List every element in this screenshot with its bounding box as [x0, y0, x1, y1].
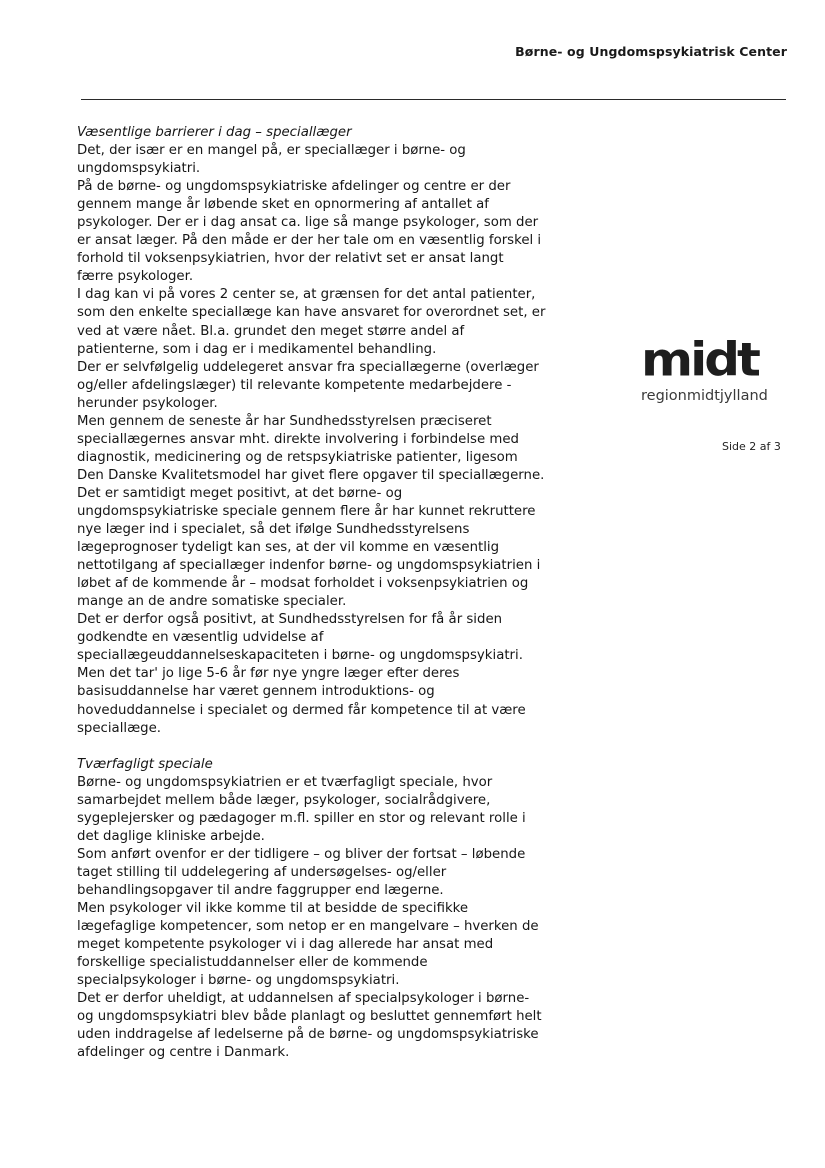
body-text-line: godkendte en væsentlig udvidelse af: [77, 630, 324, 646]
body-text-line: specialpsykologer i børne- og ungdomspsykiatri.: [77, 973, 400, 989]
body-text-line: diagnostik, medicinering og de retspsykiatriske patienter, ligesom: [77, 449, 518, 465]
section-spacer: [77, 738, 577, 756]
body-text-line: forskellige specialistuddannelser eller de kommende: [77, 955, 428, 971]
body-text-line: forhold til voksenpsykiatrien, hvor der relativt set er ansat langt: [77, 251, 504, 267]
section-heading: Væsentlige barrierer i dag – speciallæger: [77, 125, 352, 140]
region-logo: [641, 333, 786, 404]
body-text-line: sygeplejersker og pædagoger m.fl. spiller en stor og relevant rolle i: [77, 810, 526, 826]
body-text-line: Det er derfor også positivt, at Sundhedsstyrelsen for få år siden: [77, 612, 503, 628]
body-text-line: lægeprognoser tydeligt kan ses, at der vil komme en væsentlig: [77, 540, 500, 556]
body-text-line: gennem mange år løbende sket en opnormering af antallet af: [77, 197, 489, 213]
body-text-line: som den enkelte speciallæge kan have ansvaret for overordnet set, er: [77, 305, 546, 321]
body-text-line: nettotilgang af speciallæger indenfor børne- og ungdomspsykiatrien i: [77, 558, 541, 574]
body-text-line: Der er selvfølgelig uddelegeret ansvar fra speciallægerne (overlæger: [77, 359, 539, 375]
logo-wordmark: midt: [641, 333, 758, 387]
body-text-line: psykologer. Der er i dag ansat ca. lige så mange psykologer, som der: [77, 215, 539, 231]
body-text-line: speciallægernes ansvar mht. direkte involvering i forbindelse med: [77, 431, 519, 447]
body-text-line: speciallæge.: [77, 720, 161, 736]
body-text-line: speciallægeuddannelseskapaciteten i børne- og ungdomspsykiatri.: [77, 648, 523, 664]
body-text-line: patienterne, som i dag er i medikamentel behandling.: [77, 341, 437, 357]
body-text-line: Det er samtidigt meget positivt, at det børne- og: [77, 485, 403, 501]
body-text-line: meget kompetente psykologer vi i dag allerede har ansat med: [77, 937, 494, 953]
page-number: Side 2 af 3: [722, 440, 781, 453]
body-text-line: Men det tar' jo lige 5-6 år før nye yngre læger efter deres: [77, 666, 460, 682]
document-body: [77, 124, 577, 1062]
body-text-line: Som anført ovenfor er der tidligere – og bliver der fortsat – løbende: [77, 846, 526, 862]
body-text-line: basisuddannelse har været gennem introduktions- og: [77, 684, 435, 700]
body-text-line: Det er derfor uheldigt, at uddannelsen af specialpsykologer i børne-: [77, 991, 530, 1007]
body-text-line: nye læger ind i specialet, så det ifølge Sundhedsstyrelsens: [77, 522, 470, 538]
body-text-line: er ansat læger. På den måde er der her tale om en væsentlig forskel i: [77, 233, 542, 249]
body-text-line: taget stilling til uddelegering af undersøgelses- og/eller: [77, 864, 447, 880]
body-text-line: uden inddragelse af ledelserne på de børne- og ungdomspsykiatriske: [77, 1027, 539, 1043]
body-text-line: og/eller afdelingslæger) til relevante kompetente medarbejdere -: [77, 377, 512, 393]
page-header-title: Børne- og Ungdomspsykiatrisk Center: [515, 44, 787, 59]
body-text-line: ved at være nået. Bl.a. grundet den meget større andel af: [77, 323, 465, 339]
body-text-line: løbet af de kommende år – modsat forholdet i voksenpsykiatrien og: [77, 576, 529, 592]
body-text-line: færre psykologer.: [77, 269, 194, 285]
body-text-line: Den Danske Kvalitetsmodel har givet flere opgaver til speciallægerne.: [77, 467, 545, 483]
body-text-line: herunder psykologer.: [77, 395, 218, 411]
section-heading: Tværfagligt speciale: [77, 756, 213, 772]
body-text-line: hoveduddannelse i specialet og dermed får kompetence til at være: [77, 702, 526, 718]
body-text-line: mange an de andre somatiske specialer.: [77, 594, 347, 610]
body-text-line: På de børne- og ungdomspsykiatriske afdelinger og centre er der: [77, 179, 511, 195]
body-text-line: behandlingsopgaver til andre faggrupper end lægerne.: [77, 882, 444, 898]
body-text-line: Børne- og ungdomspsykiatrien er et tværfagligt speciale, hvor: [77, 774, 493, 790]
body-text-line: Men gennem de seneste år har Sundhedsstyrelsen præciseret: [77, 413, 492, 429]
body-text-line: det daglige kliniske arbejde.: [77, 828, 265, 844]
body-text-line: Det, der især er en mangel på, er speciallæger i børne- og: [77, 143, 466, 159]
body-text-line: afdelinger og centre i Danmark.: [77, 1045, 290, 1061]
body-text-line: og ungdomspsykiatri blev både planlagt og besluttet gennemført helt: [77, 1009, 542, 1025]
logo-subtitle: regionmidtjylland: [641, 388, 768, 404]
body-text-line: samarbejdet mellem både læger, psykologer, socialrådgivere,: [77, 792, 491, 808]
body-text-line: Men psykologer vil ikke komme til at besidde de specifikke: [77, 901, 469, 917]
body-text-line: I dag kan vi på vores 2 center se, at grænsen for det antal patienter,: [77, 287, 536, 303]
body-text-line: lægefaglige kompetencer, som netop er en mangelvare – hverken de: [77, 919, 539, 935]
body-text-line: ungdomspsykiatriske speciale gennem flere år har kunnet rekruttere: [77, 503, 536, 519]
header-divider: [81, 99, 786, 100]
body-text-line: ungdomspsykiatri.: [77, 161, 201, 177]
